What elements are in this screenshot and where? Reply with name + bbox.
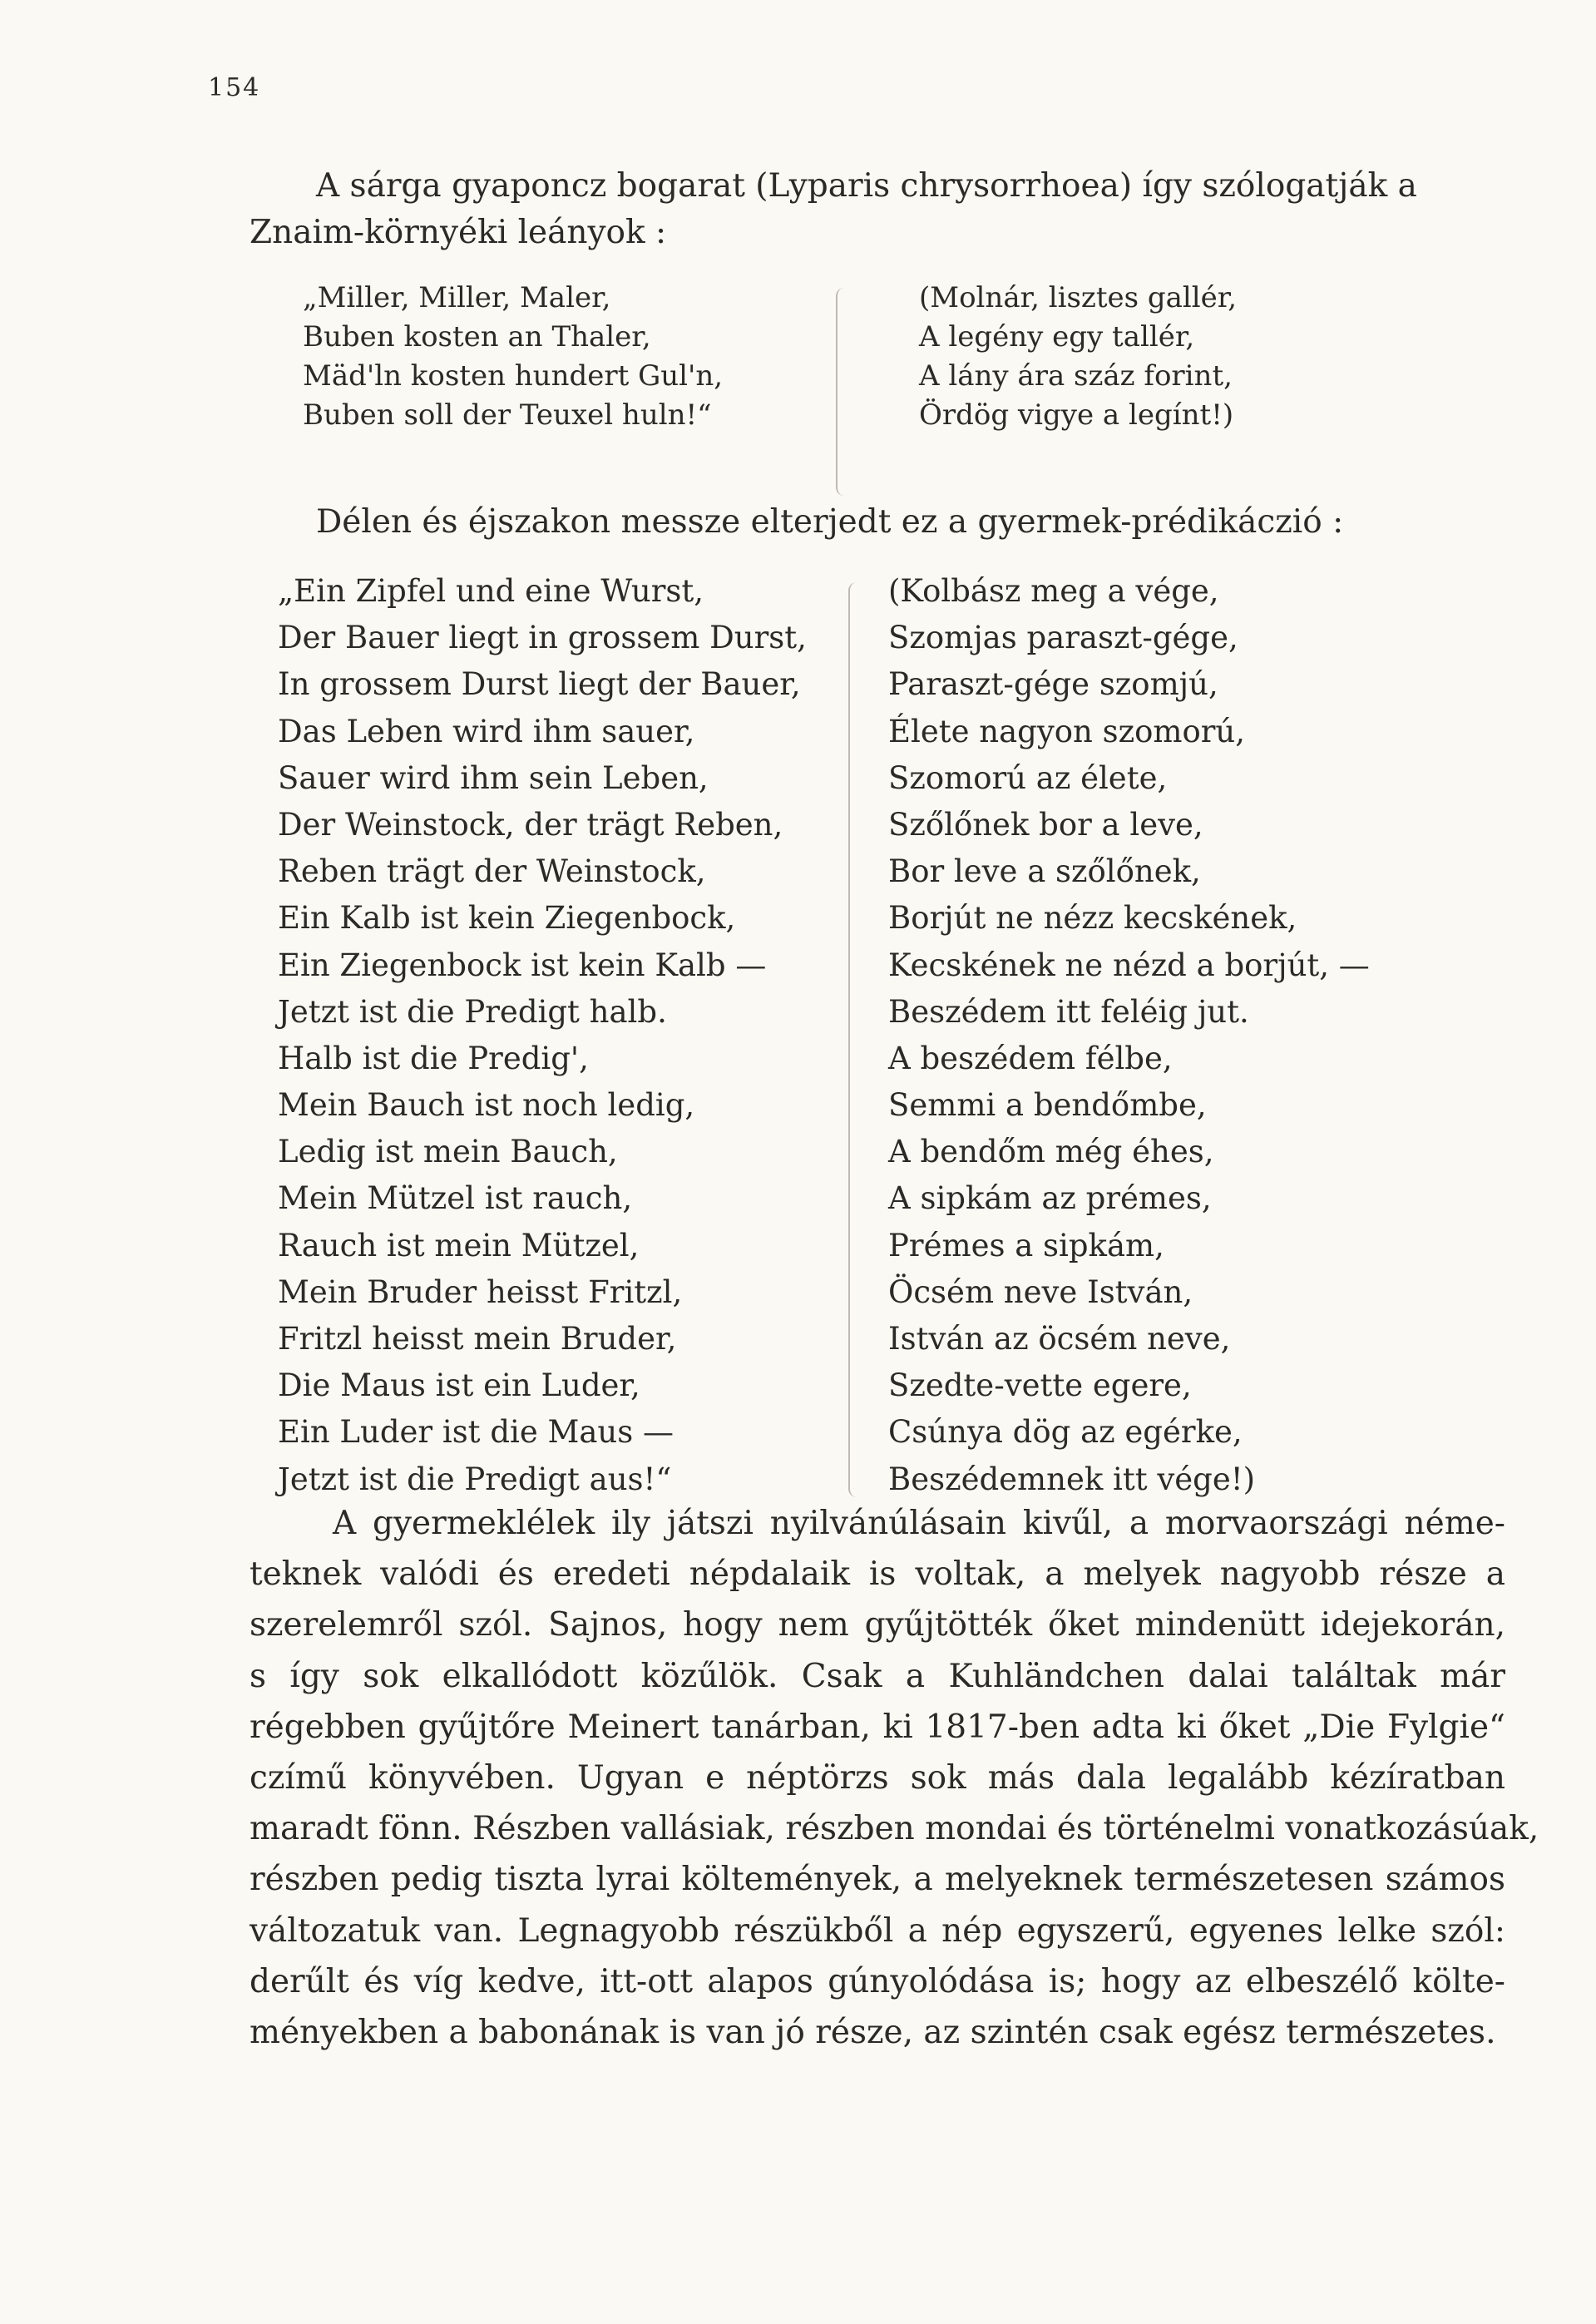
verse-line: Das Leben wird ihm sauer, (278, 713, 695, 749)
verse-line: „Miller, Miller, Maler, (303, 281, 611, 314)
verse-line: Mäd'ln kosten hundert Gul'n, (303, 359, 724, 393)
verse-line: Rauch ist mein Mützel, (278, 1227, 640, 1263)
verse-line: „Ein Zipfel und eine Wurst, (278, 573, 704, 609)
verse-line: (Kolbász meg a vége, (888, 573, 1219, 609)
verse-line: Szomorú az élete, (888, 759, 1168, 796)
page-number: 154 (208, 73, 261, 102)
paragraph-line: derűlt és víg kedve, itt-ott alapos gúnyolódása is; hogy az elbeszélő költe- (250, 1962, 1505, 2000)
verse-line: Ledig ist mein Bauch, (278, 1134, 618, 1170)
verse-line: Halb ist die Predig', (278, 1040, 589, 1076)
transition-line: Délen és éjszakon messze elterjedt ez a gyermek-prédikáczió : (316, 503, 1344, 541)
verse-line: Prémes a sipkám, (888, 1227, 1164, 1263)
verse-line: Der Bauer liegt in grossem Durst, (278, 620, 807, 656)
verse-line: Ein Luder ist die Maus — (278, 1414, 674, 1451)
verse-line: Fritzl heisst mein Bruder, (278, 1321, 677, 1357)
verse-line: Paraszt-gége szomjú, (888, 666, 1218, 703)
verse-line: Der Weinstock, der trägt Reben, (278, 806, 783, 843)
intro-line-2: Znaim-környéki leányok : (250, 214, 667, 251)
verse-line: Ein Ziegenbock ist kein Kalb — (278, 947, 767, 983)
verse-line: Szedte-vette egere, (888, 1367, 1192, 1404)
verse-line: Beszédem itt feléig jut. (888, 993, 1249, 1030)
paragraph-line: A gyermeklélek ily játszi nyilvánúlásain kivűl, a morvaországi néme- (333, 1505, 1505, 1542)
verse-line: Mein Bauch ist noch ledig, (278, 1087, 695, 1124)
transition-paragraph (250, 499, 1505, 546)
verse-line: (Molnár, lisztes gallér, (919, 281, 1238, 314)
verse-line: Buben soll der Teuxel huln!“ (303, 398, 712, 432)
verse-line: Ein Kalb ist kein Ziegenbock, (278, 900, 736, 937)
paragraph-line: czímű könyvében. Ugyan e néptörzs sok más dala legalább kézíratban (250, 1758, 1505, 1797)
verse-line: Reben trägt der Weinstock, (278, 853, 706, 890)
verse-line: A lány ára száz forint, (919, 359, 1233, 393)
verse-line: A legény egy tallér, (919, 320, 1195, 354)
verse1-hungarian (919, 279, 1237, 435)
verse-line: Csúnya dög az egérke, (888, 1414, 1243, 1451)
paragraph-line: részben pedig tiszta lyrai költemények, a melyeknek természetesen számos (250, 1861, 1505, 1899)
paragraph-line: változatuk van. Legnagyobb részükből a nép egyszerű, egyenes lelke szól: (250, 1911, 1505, 1950)
paragraph-line: szerelemről szól. Sajnos, hogy nem gyűjtötték őket mindenütt idejekorán, (250, 1606, 1505, 1644)
verse-line: Mein Bruder heisst Fritzl, (278, 1273, 683, 1310)
paragraph-line: ményekben a babonának is van jó része, az szintén csak egész természetes. (250, 2013, 1496, 2051)
verse-line: A bendőm még éhes, (888, 1134, 1214, 1170)
verse-line: Öcsém neve István, (888, 1273, 1193, 1310)
closing-paragraph (250, 1498, 1539, 2058)
verse1-divider-brace (836, 288, 849, 496)
verse-line: A beszédem félbe, (888, 1040, 1173, 1076)
verse-line: Sauer wird ihm sein Leben, (278, 759, 709, 796)
paragraph-line: maradt fönn. Részben vallásiak, részben mondai és történelmi vonatkozásúak, (250, 1810, 1539, 1848)
verse-line: Bor leve a szőlőnek, (888, 853, 1201, 890)
verse-line: Élete nagyon szomorú, (888, 713, 1246, 749)
verse-line: Semmi a bendőmbe, (888, 1087, 1207, 1124)
verse-line: A sipkám az prémes, (888, 1180, 1212, 1217)
verse-line: Buben kosten an Thaler, (303, 320, 651, 354)
verse-line: Kecskének ne nézd a borjút, — (888, 947, 1370, 983)
intro-paragraph (250, 163, 1505, 256)
verse-line: István az öcsém neve, (888, 1321, 1231, 1357)
verse-line: Die Maus ist ein Luder, (278, 1367, 640, 1404)
verse-line: Borjút ne nézz kecskének, (888, 900, 1297, 937)
verse2-divider-brace (848, 582, 862, 1497)
verse-line: Jetzt ist die Predigt halb. (278, 993, 667, 1030)
verse-line: Mein Mützel ist rauch, (278, 1180, 633, 1217)
verse-line: Szomjas paraszt-gége, (888, 620, 1238, 656)
verse-line: Beszédemnek itt vége!) (888, 1461, 1256, 1497)
paragraph-line: régebben gyűjtőre Meinert tanárban, ki 1817-ben adta ki őket „Die Fylgie“ (250, 1708, 1505, 1746)
verse-line: Szőlőnek bor a leve, (888, 806, 1203, 843)
verse2-hungarian (888, 568, 1370, 1503)
paragraph-line: teknek valódi és eredeti népdalaik is voltak, a melyek nagyobb része a (250, 1555, 1505, 1594)
verse-line: Ördög vigye a legínt!) (919, 398, 1234, 432)
verse-line: Jetzt ist die Predigt aus!“ (278, 1461, 672, 1497)
paragraph-line: s így sok elkallódott közűlök. Csak a Kuhländchen dalai találtak már (250, 1657, 1505, 1695)
intro-line-1: A sárga gyaponcz bogarat (Lyparis chrysorrhoea) így szólogatják a (316, 167, 1417, 205)
verse1-german (303, 279, 723, 435)
verse2-german (278, 568, 807, 1503)
verse-line: In grossem Durst liegt der Bauer, (278, 666, 801, 703)
